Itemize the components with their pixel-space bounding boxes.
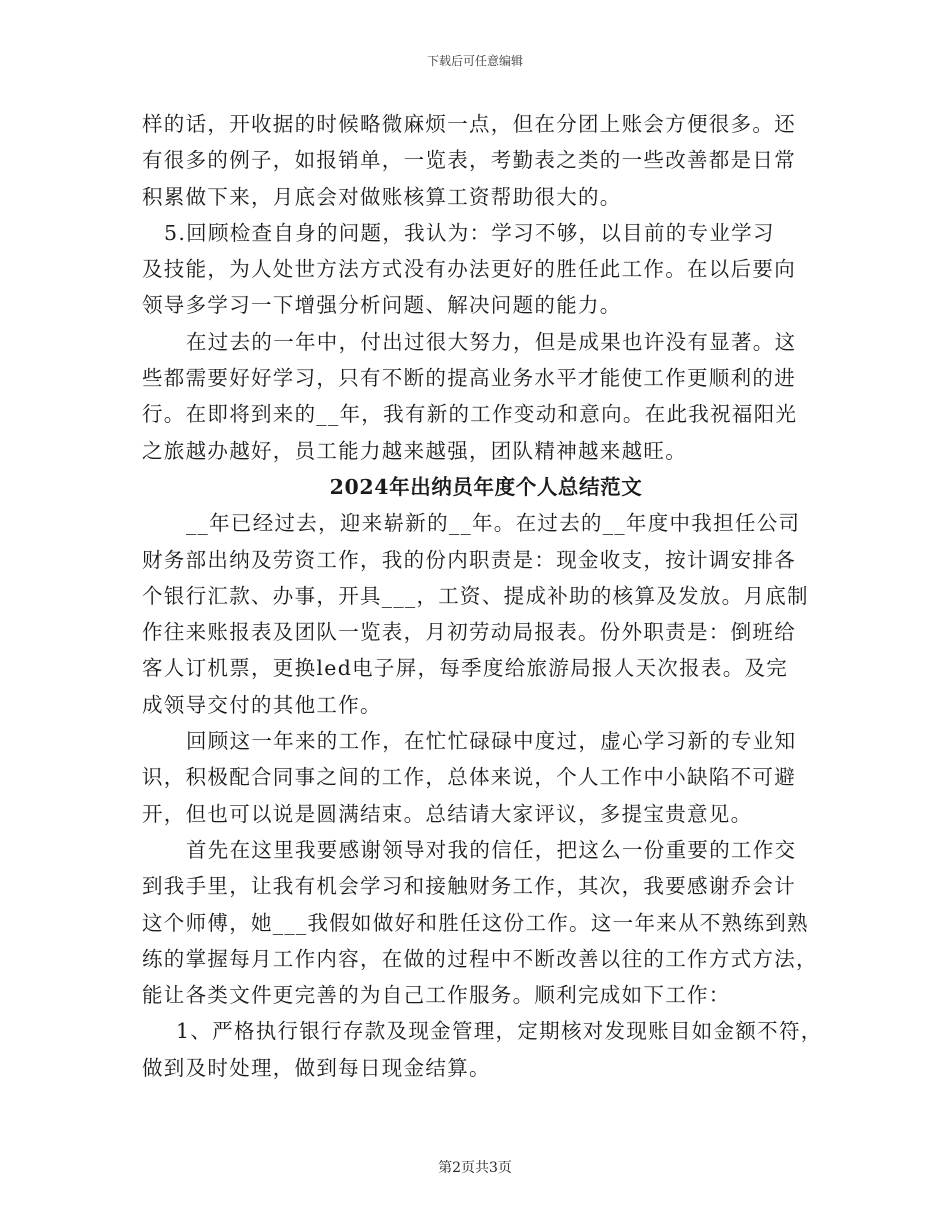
text-line: 行。在即将到来的__年，我有新的工作变动和意向。在此我祝福阳光 (142, 402, 798, 427)
paragraph (142, 106, 822, 215)
text-line: 首先在这里我要感谢领导对我的信任，把这么一份重要的工作交 (186, 837, 797, 862)
text-line: 在过去的一年中，付出过很大努力，但是成果也许没有显著。这 (186, 329, 797, 354)
text-line: 开，但也可以说是圆满结束。总结请大家评议，多提宝贵意见。 (142, 801, 753, 826)
section-previous-content (142, 106, 822, 469)
text-line: 样的话，开收据的时候略微麻烦一点，但在分团上账会方便很多。还 (142, 112, 796, 136)
text-line: 成领导交付的其他工作。 (142, 692, 382, 717)
document-body (142, 106, 822, 1086)
paragraph (142, 723, 822, 832)
text-line: 1、严格执行银行存款及现金管理，定期核对发现账目如金额不符， (176, 1019, 823, 1044)
text-line: 积累做下来，月底会对做账核算工资帮助很大的。 (142, 184, 622, 209)
text-line: 到我手里，让我有机会学习和接触财务工作，其次，我要感谢乔会计 (142, 874, 796, 899)
page-header: 下载后可任意编辑 (426, 54, 523, 68)
paragraph (142, 324, 822, 469)
text-line: 作往来账报表及团队一览表，月初劳动局报表。份外职责是：倒班给 (142, 620, 796, 645)
text-line: 个银行汇款、办事，开具___，工资、提成补助的核算及发放。月底制 (142, 583, 809, 608)
text-line: 财务部出纳及劳资工作，我的份内职责是：现金收支，按计调安排各 (142, 547, 796, 572)
text-line: 这个师傅，她___我假如做好和胜任这份工作。这一年来从不熟练到熟 (142, 910, 809, 935)
text-line: 及技能，为人处世方法方式没有办法更好的胜任此工作。在以后要向 (142, 257, 796, 282)
text-line: 5.回顾检查自身的问题，我认为：学习不够，以目前的专业学习 (164, 220, 775, 245)
text-line: 之旅越办越好，员工能力越来越强，团队精神越来越旺。 (142, 438, 687, 463)
paragraph (142, 215, 822, 324)
page-footer: 第2页共3页 (438, 1160, 512, 1176)
text-line: 能让各类文件更完善的为自己工作服务。顺利完成如下工作： (142, 983, 731, 1008)
text-line: 识，积极配合同事之间的工作，总体来说，个人工作中小缺陷不可避 (142, 765, 796, 790)
text-line: 回顾这一年来的工作，在忙忙碌碌中度过，虚心学习新的专业知 (186, 729, 797, 754)
text-line: __年已经过去，迎来崭新的__年。在过去的__年度中我担任公司 (186, 511, 801, 536)
paragraph (142, 505, 822, 723)
section-summary (142, 505, 822, 1086)
text-line: 有很多的例子，如报销单，一览表，考勤表之类的一些改善都是日常 (142, 148, 796, 173)
text-line: 客人订机票，更换led电子屏，每季度给旅游局报人天次报表。及完 (142, 656, 789, 681)
section-title: 2024年出纳员年度个人总结范文 (329, 474, 643, 499)
paragraph (142, 832, 822, 1013)
paragraph (142, 1013, 822, 1086)
text-line: 领导多学习一下增强分析问题、解决问题的能力。 (142, 293, 622, 318)
text-line: 练的掌握每月工作内容，在做的过程中不断改善以往的工作方式方法， (142, 946, 818, 971)
text-line: 些都需要好好学习，只有不断的提高业务水平才能使工作更顺利的进 (142, 366, 796, 391)
text-line: 做到及时处理，做到每日现金结算。 (142, 1055, 491, 1080)
